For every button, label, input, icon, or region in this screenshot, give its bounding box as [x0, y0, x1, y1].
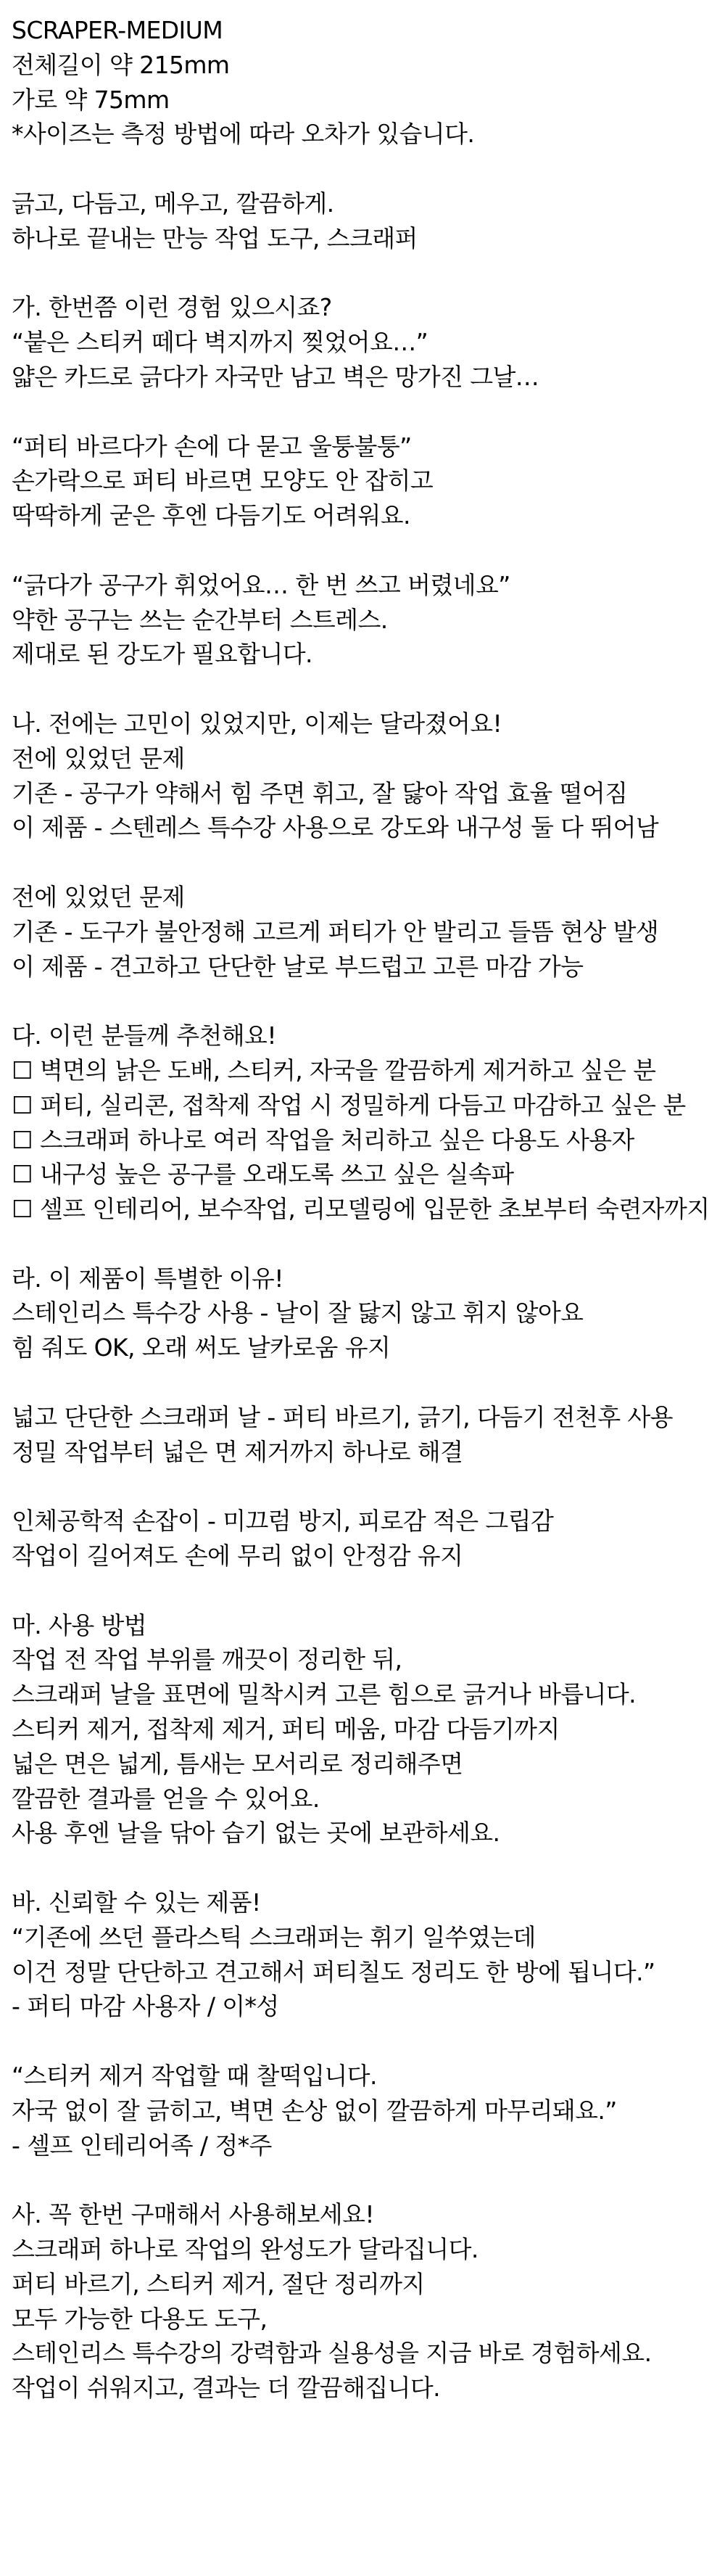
text-line: 작업이 길어져도 손에 무리 없이 안정감 유지: [12, 1542, 463, 1571]
text-line: 이 제품 - 견고하고 단단한 날로 부드럽고 고른 마감 가능: [12, 952, 584, 981]
text-line: 인체공학적 손잡이 - 미끄럼 방지, 피로감 적은 그립감: [12, 1507, 554, 1536]
paragraph-spacer: [12, 845, 725, 880]
text-line: 하나로 끝내는 만능 작업 도구, 스크래퍼: [12, 223, 418, 252]
text-line: ☐ 퍼티, 실리콘, 접착제 작업 시 정밀하게 다듬고 마감하고 싶은 분: [12, 1090, 686, 1119]
text-line: *사이즈는 측정 방법에 따라 오차가 있습니다.: [12, 120, 475, 149]
text-line: - 퍼티 마감 사용자 / 이*성: [12, 1992, 279, 2021]
text-line: 정밀 작업부터 넓은 면 제거까지 하나로 해결: [12, 1437, 463, 1466]
text-line: 전에 있었던 문제: [12, 744, 185, 773]
text-line: ☐ 벽면의 낡은 도배, 스티커, 자국을 깔끔하게 제거하고 싶은 분: [12, 1055, 656, 1085]
text-line: 긁고, 다듬고, 메우고, 깔끔하게.: [12, 189, 334, 218]
text-line: 약한 공구는 쓰는 순간부터 스트레스.: [12, 605, 388, 634]
text-line: 넓고 단단한 스크래퍼 날 - 퍼티 바르기, 긁기, 다듬기 전천후 사용: [12, 1402, 673, 1431]
text-line: “붙은 스티커 떼다 벽지까지 찢었어요…”: [12, 328, 428, 357]
paragraph-spacer: [12, 2163, 725, 2197]
text-line: 모두 가능한 다용도 도구,: [12, 2304, 268, 2333]
text-line: 퍼티 바르기, 스티커 제거, 절단 정리까지: [12, 2269, 425, 2298]
text-line: 스테인리스 특수강의 강력함과 실용성을 지금 바로 경험하세요.: [12, 2339, 652, 2368]
text-line: 마. 사용 방법: [12, 1610, 147, 1639]
paragraph-spacer: [12, 395, 725, 429]
paragraph-spacer: [12, 1573, 725, 1608]
text-line: 바. 신뢰할 수 있는 제품!: [12, 1888, 261, 1917]
text-line: 제대로 된 강도가 필요합니다.: [12, 640, 312, 669]
paragraph-spacer: [12, 1469, 725, 1504]
text-line: 사. 꼭 한번 구매해서 사용해보세요!: [12, 2200, 374, 2229]
paragraph-spacer: [12, 533, 725, 568]
text-line: “퍼티 바르다가 손에 다 묻고 울퉁불퉁”: [12, 432, 412, 461]
text-line: 손가락으로 퍼티 바르면 모양도 안 잡히고: [12, 466, 434, 495]
paragraph-spacer: [12, 984, 725, 1019]
text-line: 작업 전 작업 부위를 깨끗이 정리한 뒤,: [12, 1645, 402, 1674]
text-line: 스크래퍼 날을 표면에 밀착시켜 고른 힘으로 긁거나 바릅니다.: [12, 1680, 637, 1709]
text-line: 사용 후엔 날을 닦아 습기 없는 곳에 보관하세요.: [12, 1819, 500, 1848]
text-line: 스테인리스 특수강 사용 - 날이 잘 닳지 않고 휘지 않아요: [12, 1299, 584, 1328]
paragraph-spacer: [12, 256, 725, 291]
text-line: 자국 없이 잘 긁히고, 벽면 손상 없이 깔끔하게 마무리돼요.”: [12, 2096, 617, 2125]
paragraph-spacer: [12, 1851, 725, 1885]
text-line: 기존 - 공구가 약해서 힘 주면 휘고, 잘 닳아 작업 효율 떨어짐: [12, 778, 628, 807]
text-line: 힘 줘도 OK, 오래 써도 날카로움 유지: [12, 1333, 391, 1362]
text-line: 스티커 제거, 접착제 제거, 퍼티 메움, 마감 다듬기까지: [12, 1715, 560, 1744]
text-line: 이건 정말 단단하고 견고해서 퍼티칠도 정리도 한 방에 됩니다.”: [12, 1957, 655, 1986]
text-line: “기존에 쓰던 플라스틱 스크래퍼는 휘기 일쑤였는데: [12, 1922, 536, 1951]
text-line: 라. 이 제품이 특별한 이유!: [12, 1264, 283, 1293]
text-line: ☐ 셀프 인테리어, 보수작업, 리모델링에 입문한 초보부터 숙련자까지: [12, 1195, 710, 1224]
text-line: 얇은 카드로 긁다가 자국만 남고 벽은 망가진 그날…: [12, 362, 539, 391]
text-line: 깔끔한 결과를 얻을 수 있어요.: [12, 1784, 320, 1813]
text-line: 나. 전에는 고민이 있었지만, 이제는 달라졌어요!: [12, 709, 502, 738]
text-line: 다. 이런 분들께 추천해요!: [12, 1021, 276, 1050]
text-line: SCRAPER-MEDIUM: [12, 16, 223, 44]
text-line: ☐ 스크래퍼 하나로 여러 작업을 처리하고 싶은 다용도 사용자: [12, 1125, 634, 1154]
paragraph-spacer: [12, 1227, 725, 1262]
text-line: “긁다가 공구가 휘었어요… 한 번 쓰고 버렸네요”: [12, 570, 510, 599]
text-line: ☐ 내구성 높은 공구를 오래도록 쓰고 싶은 실속파: [12, 1160, 514, 1189]
paragraph-spacer: [12, 1365, 725, 1400]
text-line: 딱딱하게 굳은 후엔 다듬기도 어려워요.: [12, 501, 410, 530]
text-line: 이 제품 - 스텐레스 특수강 사용으로 강도와 내구성 둘 다 뛰어남: [12, 813, 659, 842]
paragraph-spacer: [12, 672, 725, 707]
text-line: 가로 약 75mm: [12, 85, 170, 114]
text-line: 작업이 쉬워지고, 결과는 더 깔끔해집니다.: [12, 2374, 441, 2403]
text-line: 기존 - 도구가 불안정해 고르게 퍼티가 안 발리고 들뜸 현상 발생: [12, 917, 659, 946]
text-line: 넓은 면은 넓게, 틈새는 모서리로 정리해주면: [12, 1749, 463, 1778]
text-line: 전체길이 약 215mm: [12, 50, 230, 79]
text-line: 전에 있었던 문제: [12, 882, 185, 911]
text-line: 스크래퍼 하나로 작업의 완성도가 달라집니다.: [12, 2235, 478, 2263]
paragraph-spacer: [12, 152, 725, 186]
text-line: 가. 한번쯤 이런 경험 있으시죠?: [12, 293, 332, 322]
text-line: “스티커 제거 작업할 때 찰떡입니다.: [12, 2062, 377, 2091]
paragraph-spacer: [12, 2024, 725, 2059]
text-line: - 셀프 인테리어족 / 정*주: [12, 2131, 272, 2160]
